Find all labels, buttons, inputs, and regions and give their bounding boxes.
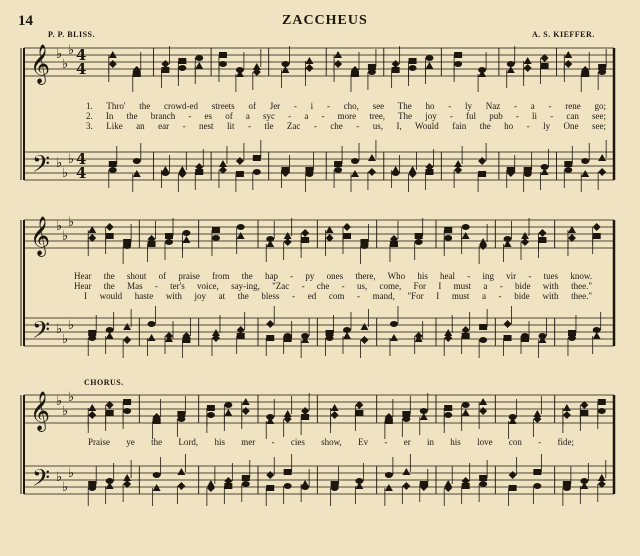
chorus-label: CHORUS. xyxy=(84,378,124,387)
shape-note xyxy=(161,60,169,68)
shape-note xyxy=(509,485,517,491)
shape-note xyxy=(507,167,515,173)
flat-sign: ♭ xyxy=(62,480,69,495)
shape-note xyxy=(479,481,487,487)
shape-note xyxy=(123,243,131,249)
shape-note xyxy=(305,57,313,64)
shape-note xyxy=(538,237,546,243)
bass-clef: 𝄢 xyxy=(32,150,51,183)
shape-note xyxy=(390,334,398,341)
shape-note xyxy=(212,227,220,233)
flat-sign: ♭ xyxy=(56,470,63,485)
shape-note xyxy=(479,407,487,415)
shape-note xyxy=(88,485,96,491)
shape-note xyxy=(385,472,393,478)
shape-note xyxy=(454,160,462,167)
shape-note xyxy=(266,471,274,479)
shape-note xyxy=(123,336,131,344)
shape-note xyxy=(462,224,470,230)
shape-note xyxy=(563,411,571,419)
shape-note xyxy=(331,404,339,411)
shape-note xyxy=(598,69,606,75)
shape-note xyxy=(593,233,601,239)
shape-note xyxy=(219,61,227,67)
shape-note xyxy=(385,484,393,491)
shape-note xyxy=(253,155,261,161)
flat-sign: ♭ xyxy=(62,229,69,244)
shape-note xyxy=(165,233,173,239)
shape-note xyxy=(568,335,576,341)
shape-note xyxy=(109,167,117,173)
shape-note xyxy=(444,235,452,241)
shape-note xyxy=(355,410,363,416)
shape-note xyxy=(368,69,376,75)
shape-note xyxy=(521,333,529,339)
shape-note xyxy=(301,407,309,415)
shape-note xyxy=(123,474,131,481)
shape-note xyxy=(237,333,245,339)
shape-note xyxy=(581,170,589,177)
shape-note xyxy=(509,471,517,479)
shape-note xyxy=(334,51,342,58)
flat-sign: ♭ xyxy=(68,390,75,405)
shape-note xyxy=(161,67,169,73)
shape-note xyxy=(581,71,589,77)
shape-note xyxy=(266,485,274,491)
shape-note xyxy=(109,60,117,68)
time-signature: 4 xyxy=(76,150,87,168)
shape-note xyxy=(541,63,549,69)
shape-note xyxy=(409,58,417,64)
shape-note xyxy=(331,485,339,491)
shape-note xyxy=(106,332,114,339)
shape-note xyxy=(538,229,546,237)
shape-note xyxy=(444,227,452,233)
shape-note xyxy=(177,416,185,422)
shape-note xyxy=(219,52,227,58)
shape-note xyxy=(504,335,512,341)
shape-note xyxy=(444,412,452,418)
shape-note xyxy=(106,233,114,239)
shape-note xyxy=(182,337,190,343)
shape-note xyxy=(360,243,368,249)
shape-note xyxy=(593,332,601,339)
shape-note xyxy=(106,223,114,231)
flat-sign: ♭ xyxy=(56,47,63,62)
shape-note xyxy=(390,241,398,247)
shape-note xyxy=(390,321,398,327)
shape-note xyxy=(478,157,486,165)
shape-note xyxy=(478,171,486,177)
shape-note xyxy=(301,414,309,420)
shape-note xyxy=(88,404,96,411)
shape-note xyxy=(360,336,368,344)
time-signature: 4 xyxy=(76,60,87,78)
time-signature: 4 xyxy=(76,46,87,64)
shape-note xyxy=(148,241,156,247)
shape-note xyxy=(425,62,433,69)
shape-note xyxy=(305,171,313,177)
shape-note xyxy=(178,58,186,64)
shape-note xyxy=(331,411,339,419)
flat-sign: ♭ xyxy=(62,166,69,181)
shape-note xyxy=(334,161,342,167)
shape-note xyxy=(326,335,334,341)
shape-note xyxy=(133,71,141,77)
shape-note xyxy=(420,413,428,420)
flat-sign: ♭ xyxy=(62,404,69,419)
shape-note xyxy=(237,326,245,334)
flat-sign: ♭ xyxy=(56,156,63,171)
shape-note xyxy=(415,239,423,245)
shape-note xyxy=(236,157,244,165)
shape-note xyxy=(207,412,215,418)
shape-note xyxy=(563,404,571,411)
shape-note xyxy=(237,232,245,239)
shape-note xyxy=(368,168,376,176)
shape-note xyxy=(195,55,203,61)
shape-note xyxy=(242,475,250,481)
shape-note xyxy=(224,402,232,408)
shape-note xyxy=(533,483,541,489)
shape-note xyxy=(109,51,117,58)
shape-note xyxy=(444,405,452,411)
shape-note xyxy=(148,334,156,341)
shape-note xyxy=(581,158,589,164)
flat-sign: ♭ xyxy=(56,394,63,409)
shape-note xyxy=(242,481,250,487)
shape-note xyxy=(123,399,131,405)
shape-note xyxy=(564,51,572,58)
flat-sign: ♭ xyxy=(68,466,75,481)
lyricist-credit: P. P. BLISS. xyxy=(48,30,95,39)
shape-note xyxy=(178,65,186,71)
shape-note xyxy=(237,224,245,230)
shape-note xyxy=(266,320,274,328)
shape-note xyxy=(524,57,532,64)
shape-note xyxy=(598,474,606,481)
flat-sign: ♭ xyxy=(56,219,63,234)
shape-note xyxy=(153,484,161,491)
time-signature: 4 xyxy=(76,164,87,182)
shape-note xyxy=(123,408,131,414)
shape-note xyxy=(360,323,368,330)
shape-note xyxy=(521,238,529,246)
shape-note xyxy=(343,233,351,239)
flat-sign: ♭ xyxy=(68,215,75,230)
shape-note xyxy=(462,232,470,239)
shape-note xyxy=(425,169,433,175)
shape-note xyxy=(148,321,156,327)
shape-note xyxy=(479,475,487,481)
shape-note xyxy=(305,64,313,72)
shape-note xyxy=(88,335,96,341)
shape-note xyxy=(392,67,400,73)
shape-note xyxy=(409,65,417,71)
shape-note xyxy=(598,154,606,161)
shape-note xyxy=(195,169,203,175)
shape-note xyxy=(479,398,487,405)
shape-note xyxy=(368,154,376,161)
lyric-verse-2-system-2: Hear the Mas - ter's voice, say-ing, "Zac - che - us, come, For I must a - bide with thee." xyxy=(74,281,592,291)
shape-note xyxy=(161,166,169,173)
shape-note xyxy=(334,167,342,173)
shape-note xyxy=(281,66,289,73)
shape-note xyxy=(351,71,359,77)
shape-note xyxy=(462,333,470,339)
lyric-verse-1-system-2: Hear the shout of praise from the hap - py ones there, Who his heal - ing vir - tues know. xyxy=(74,271,592,281)
shape-note xyxy=(301,480,309,487)
shape-note xyxy=(133,170,141,177)
shape-note xyxy=(351,170,359,177)
shape-note xyxy=(479,337,487,343)
shape-note xyxy=(580,410,588,416)
shape-note xyxy=(109,161,117,167)
hymn-title: ZACCHEUS xyxy=(282,13,368,28)
shape-note xyxy=(343,223,351,231)
flat-sign: ♭ xyxy=(56,322,63,337)
flat-sign: ♭ xyxy=(68,43,75,58)
shape-note xyxy=(195,62,203,69)
flat-sign: ♭ xyxy=(68,318,75,333)
shape-note xyxy=(284,238,292,246)
shape-note xyxy=(420,481,428,487)
shape-note xyxy=(343,332,351,339)
shape-note xyxy=(301,229,309,237)
shape-note xyxy=(524,64,532,72)
shape-note xyxy=(504,320,512,328)
lyric-verse-3-system-2: I would haste with joy at the bless - ed com - mand, "For I must a - bide with thee." xyxy=(84,291,592,301)
shape-note xyxy=(564,161,572,167)
shape-note xyxy=(133,158,141,164)
shape-note xyxy=(219,160,227,167)
flat-sign: ♭ xyxy=(68,152,75,167)
shape-note xyxy=(236,171,244,177)
treble-clef: 𝄞 xyxy=(30,44,51,84)
page-number: 14 xyxy=(18,13,33,29)
shape-note xyxy=(521,232,529,239)
shape-note xyxy=(334,60,342,68)
shape-note xyxy=(284,333,292,339)
shape-note xyxy=(392,60,400,68)
shape-note xyxy=(564,60,572,68)
shape-note xyxy=(598,408,606,414)
shape-note xyxy=(253,169,261,175)
shape-note xyxy=(284,483,292,489)
shape-note xyxy=(177,482,185,490)
shape-note xyxy=(351,158,359,164)
shape-note xyxy=(242,398,250,405)
shape-note xyxy=(182,230,190,236)
treble-clef: 𝄞 xyxy=(30,216,51,256)
shape-note xyxy=(266,335,274,341)
shape-note xyxy=(182,236,190,243)
shape-note xyxy=(224,483,232,489)
shape-note xyxy=(425,55,433,61)
shape-note xyxy=(212,235,220,241)
shape-note xyxy=(598,399,606,405)
shape-note xyxy=(462,326,470,334)
shape-note xyxy=(385,418,393,424)
shape-note xyxy=(165,239,173,245)
lyric-chorus-system-3: Praise ye the Lord, his mer - cies show, Ev - er in his love con - fide; xyxy=(88,437,574,447)
bass-clef: 𝄢 xyxy=(32,464,51,497)
shape-note xyxy=(462,409,470,416)
shape-note xyxy=(462,402,470,408)
shape-note xyxy=(242,407,250,415)
shape-note xyxy=(564,167,572,173)
shape-note xyxy=(281,167,289,173)
bass-clef: 𝄢 xyxy=(32,316,51,349)
shape-note xyxy=(88,411,96,419)
shape-note xyxy=(207,405,215,411)
shape-note xyxy=(106,410,114,416)
shape-note xyxy=(598,168,606,176)
shape-note xyxy=(524,171,532,177)
shape-note xyxy=(415,233,423,239)
shape-note xyxy=(284,469,292,475)
shape-note xyxy=(153,418,161,424)
shape-note xyxy=(479,324,487,330)
lyric-verse-1-system-1: 1. Thro' the crowd-ed streets of Jer - i - cho, see The ho - ly Naz - a - rene go; xyxy=(86,101,606,111)
shape-note xyxy=(462,483,470,489)
shape-note xyxy=(284,232,292,239)
shape-note xyxy=(507,66,515,73)
shape-note xyxy=(224,409,232,416)
shape-note xyxy=(563,485,571,491)
shape-note xyxy=(392,166,400,173)
shape-note xyxy=(454,61,462,67)
shape-note xyxy=(454,52,462,58)
lyric-verse-3-system-1: 3. Like an ear - nest lit - tle Zac - che - us, I, Would fain the ho - ly One see; xyxy=(86,121,606,131)
shape-note xyxy=(402,482,410,490)
flat-sign: ♭ xyxy=(62,332,69,347)
flat-sign: ♭ xyxy=(62,57,69,72)
composer-credit: A. S. KIEFFER. xyxy=(532,30,595,39)
shape-note xyxy=(301,237,309,243)
shape-note xyxy=(177,468,185,475)
shape-note xyxy=(153,472,161,478)
shape-note xyxy=(402,468,410,475)
shape-note xyxy=(123,323,131,330)
treble-clef: 𝄞 xyxy=(30,391,51,431)
shape-note xyxy=(402,416,410,422)
lyric-verse-2-system-1: 2. In the branch - es of a syc - a - more tree, The joy - ful pub - li - can see; xyxy=(86,111,606,121)
shape-note xyxy=(593,223,601,231)
shape-note xyxy=(533,469,541,475)
